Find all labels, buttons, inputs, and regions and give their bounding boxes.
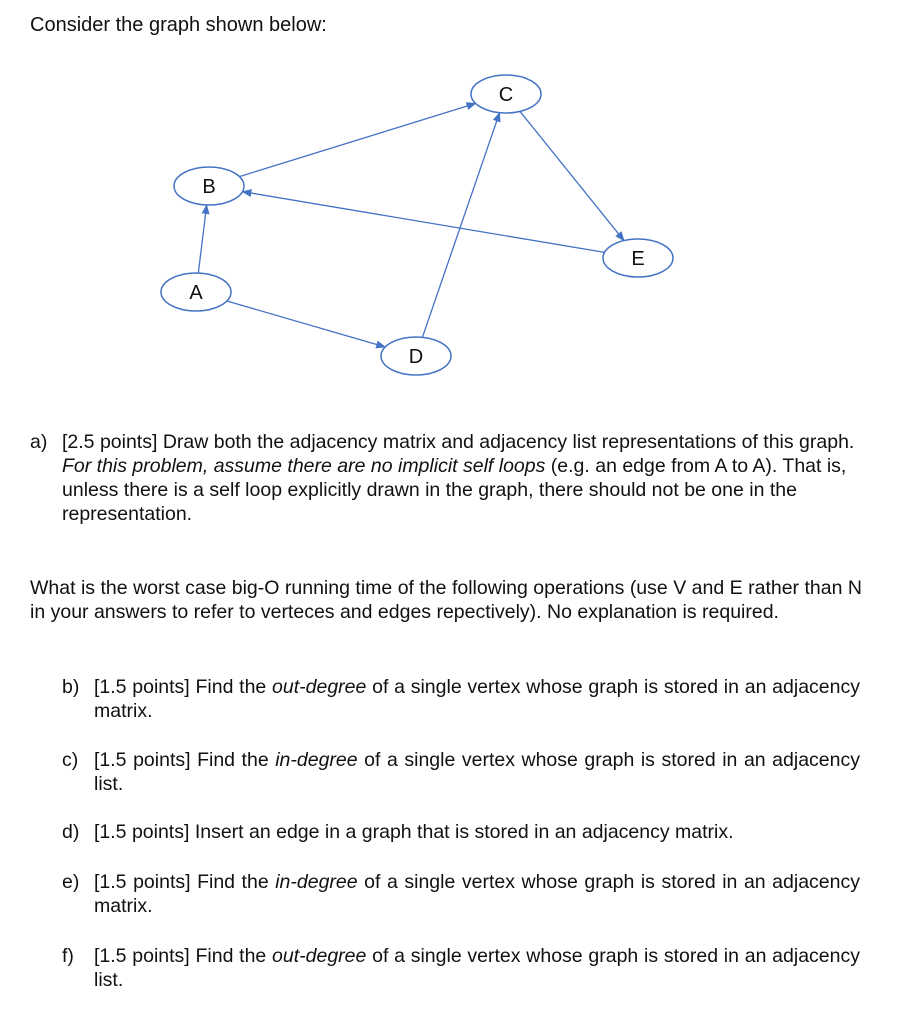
node-b — [174, 167, 244, 205]
question-e-letter: e) — [62, 871, 80, 893]
question-b-letter: b) — [62, 676, 80, 698]
node-c-label: C — [498, 84, 514, 106]
question-f-post: of a single vertex whose graph is stored in an adjacency list. — [94, 945, 860, 991]
question-b-post: of a single vertex whose graph is stored in an adjacency matrix. — [94, 676, 860, 722]
question-c — [62, 748, 860, 796]
edge-b-to-c — [239, 103, 475, 176]
node-d-label: D — [408, 346, 424, 368]
question-e-body — [94, 870, 860, 918]
question-a-text-1: [2.5 points] Draw both the adjacency matrix and adjacency list representations of this graph. — [62, 431, 855, 453]
question-f-body — [94, 944, 860, 992]
question-a-letter: a) — [30, 431, 48, 453]
graph-diagram — [0, 0, 921, 400]
question-e-italic: in-degree — [275, 871, 358, 893]
question-c-pre: [1.5 points] Find the — [94, 749, 276, 771]
edge-c-to-e — [520, 111, 624, 240]
question-a — [30, 430, 870, 526]
question-c-post: of a single vertex whose graph is stored in an adjacency list. — [94, 749, 860, 795]
node-e — [603, 239, 673, 277]
intro-text: Consider the graph shown below: — [30, 14, 327, 36]
question-f-pre: [1.5 points] Find the — [94, 945, 273, 967]
question-a-text-2: (e.g. an edge from A to A). That is, unless there is a self loop explicitly drawn in the graph, there should not be one in the representation. — [62, 455, 847, 525]
question-a-italic: For this problem, assume there are no implicit self loops — [62, 455, 546, 477]
node-b-label: B — [202, 176, 216, 198]
node-a — [161, 273, 231, 311]
question-e-post: of a single vertex whose graph is stored in an adjacency matrix. — [94, 871, 860, 917]
edge-a-to-b — [198, 205, 206, 273]
edge-d-to-c — [422, 113, 499, 338]
question-f-italic: out-degree — [272, 945, 367, 967]
question-a-body — [62, 430, 870, 526]
question-b — [62, 675, 860, 723]
question-f-letter: f) — [62, 945, 74, 967]
operations-intro: What is the worst case big-O running time of the following operations (use V and E rather than N in your answers to refer to verteces and edges repectively). No explanation is required. — [30, 577, 862, 623]
node-c — [471, 75, 541, 113]
question-f — [62, 944, 860, 992]
question-d — [62, 820, 860, 844]
question-b-pre: [1.5 points] Find the — [94, 676, 273, 698]
question-e — [62, 870, 860, 918]
question-c-body — [94, 748, 860, 796]
node-a-label: A — [189, 282, 203, 304]
edge-a-to-d — [227, 301, 385, 347]
question-b-body — [94, 675, 860, 723]
question-c-letter: c) — [62, 749, 79, 771]
question-e-pre: [1.5 points] Find the — [94, 871, 276, 893]
question-d-text: [1.5 points] Insert an edge in a graph that is stored in an adjacency matrix. — [94, 821, 734, 843]
node-e-label: E — [631, 248, 645, 270]
question-b-italic: out-degree — [272, 676, 367, 698]
edge-e-to-b — [242, 192, 604, 253]
question-d-letter: d) — [62, 821, 80, 843]
question-c-italic: in-degree — [275, 749, 358, 771]
node-d — [381, 337, 451, 375]
question-d-body — [94, 820, 860, 844]
